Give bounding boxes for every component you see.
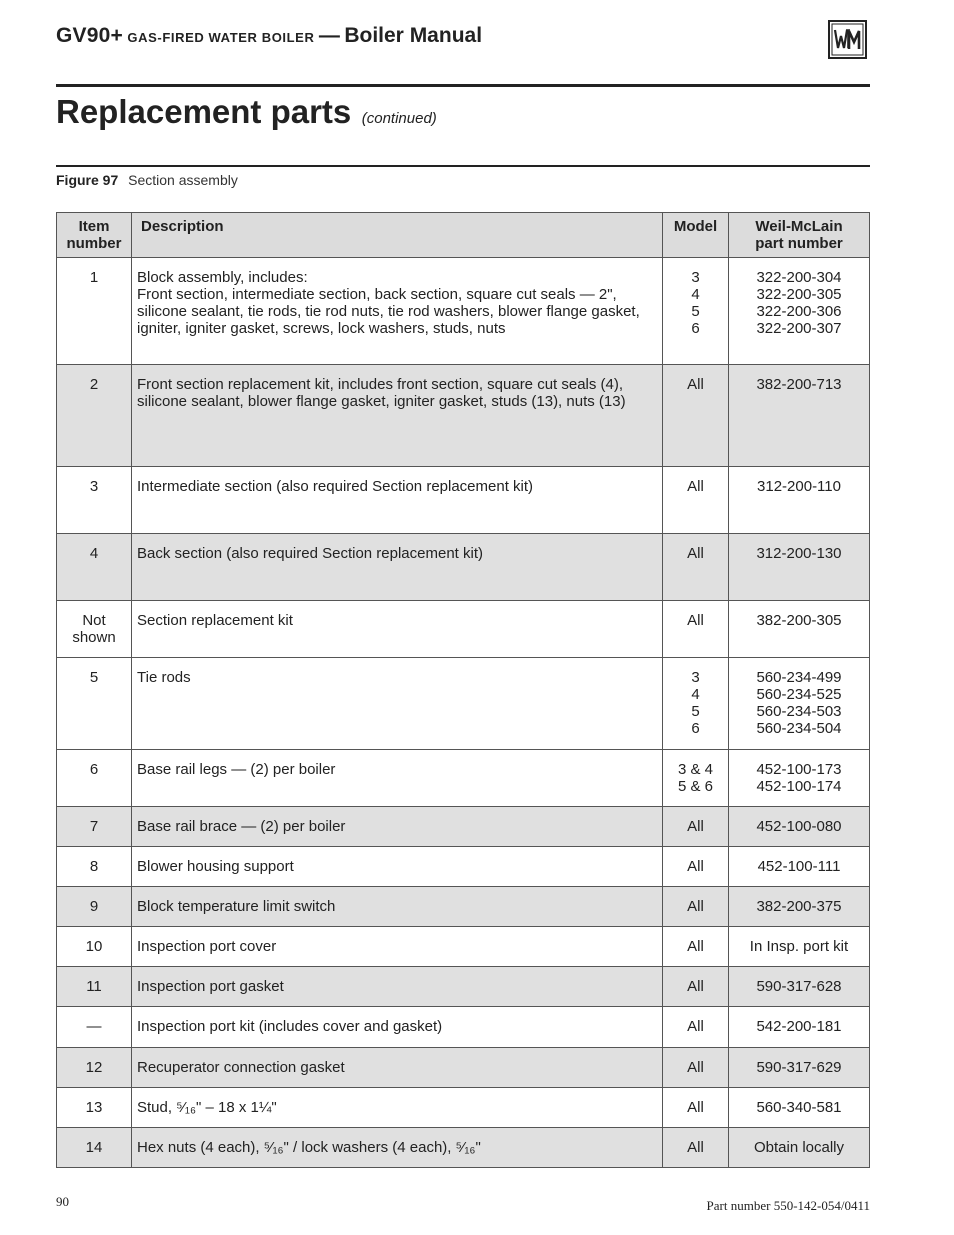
item-number-cell-line: 7 [89, 818, 99, 835]
description-cell [132, 1088, 663, 1128]
model-cell [663, 601, 729, 658]
part-number-cell-line: 322-200-305 [756, 286, 842, 303]
part-number-cell-line: 452-100-080 [756, 818, 842, 835]
part-number-cell-line: 312-200-130 [756, 545, 842, 562]
parts-table-body [57, 258, 870, 1168]
item-number-cell [57, 658, 132, 750]
part-number-cell-line: 590-317-629 [756, 1059, 842, 1076]
item-number-cell [57, 601, 132, 658]
description-cell [132, 534, 663, 601]
description-cell [132, 258, 663, 365]
part-number-cell [729, 467, 870, 534]
part-number-cell [729, 967, 870, 1007]
model-cell [663, 658, 729, 750]
table-row [57, 534, 870, 601]
header-model: GV90+ [56, 24, 123, 47]
header-part-number: Weil-McLain part number [729, 213, 870, 258]
title-rule [56, 165, 870, 167]
part-number-cell-line: 382-200-375 [756, 898, 842, 915]
description-cell [132, 927, 663, 967]
item-number-cell [57, 1088, 132, 1128]
model-cell-line: 3 [691, 269, 700, 286]
model-cell-line: 5 [691, 303, 700, 320]
figure-caption [56, 172, 238, 188]
description-cell-line: Intermediate section (also required Section replacement kit) [137, 478, 534, 495]
part-number-cell-line: 452-100-111 [757, 858, 841, 875]
description-cell [132, 887, 663, 927]
model-cell-line: All [687, 1139, 704, 1156]
part-number-cell [729, 1128, 870, 1168]
part-number-cell-line: 560-234-525 [756, 686, 842, 703]
table-row [57, 1048, 870, 1088]
page-title [56, 93, 437, 131]
item-number-cell [57, 467, 132, 534]
part-number-cell [729, 365, 870, 467]
item-number-cell [57, 365, 132, 467]
item-number-cell-line: 4 [89, 545, 99, 562]
part-number-cell-line: 382-200-713 [756, 376, 842, 393]
item-number-cell-line: 5 [89, 669, 99, 686]
part-number-cell [729, 1007, 870, 1048]
description-cell [132, 1007, 663, 1048]
item-number-cell-line: — [86, 1018, 102, 1035]
table-row [57, 750, 870, 807]
table-row [57, 887, 870, 927]
model-cell-line: All [687, 612, 704, 629]
part-number-cell [729, 258, 870, 365]
description-cell [132, 365, 663, 467]
description-cell-line: Block assembly, includes: [137, 269, 308, 286]
description-cell [132, 967, 663, 1007]
item-number-cell-line: shown [72, 629, 116, 646]
part-number-cell-line: 542-200-181 [756, 1018, 842, 1035]
part-number-cell [729, 807, 870, 847]
description-cell-line: Inspection port cover [137, 938, 277, 955]
page-title-main: Replacement parts [56, 93, 352, 130]
item-number-cell [57, 967, 132, 1007]
model-cell-line: 3 & 4 [677, 761, 714, 778]
description-cell-line: Section replacement kit [137, 612, 293, 629]
model-cell [663, 887, 729, 927]
model-cell-line: All [687, 478, 704, 495]
part-number-cell [729, 847, 870, 887]
table-row [57, 847, 870, 887]
table-row [57, 258, 870, 365]
model-cell-line: All [687, 1018, 704, 1035]
item-number-cell [57, 1007, 132, 1048]
description-cell-line: Hex nuts (4 each), ⁵⁄₁₆" / lock washers (4 each), ⁵⁄₁₆" [137, 1139, 481, 1156]
description-cell-line: Recuperator connection gasket [137, 1059, 345, 1076]
description-cell-line: Tie rods [137, 669, 191, 686]
header-subtitle: GAS-FIRED WATER BOILER [127, 30, 315, 45]
description-cell-line: Inspection port gasket [137, 978, 284, 995]
item-number-cell-line: 11 [86, 978, 102, 995]
item-number-cell-line: 10 [85, 938, 103, 955]
page-header [56, 24, 816, 54]
item-number-cell [57, 750, 132, 807]
item-number-cell-line: 1 [89, 269, 99, 286]
item-number-cell [57, 887, 132, 927]
model-cell-line: 6 [691, 720, 700, 737]
part-number-cell [729, 887, 870, 927]
part-number-cell [729, 658, 870, 750]
header-model: Model [663, 213, 729, 258]
table-row [57, 467, 870, 534]
model-cell-line: All [687, 818, 704, 835]
description-cell [132, 658, 663, 750]
part-number-cell-line: Obtain locally [753, 1139, 845, 1156]
part-number-cell-line: 322-200-306 [756, 303, 842, 320]
figure-number: Figure 97 [56, 172, 119, 188]
part-number-cell-line: 322-200-304 [756, 269, 842, 286]
table-row [57, 1007, 870, 1048]
description-cell-line: Front section, intermediate section, back section, square cut seals — 2", silicone sealant, tie rods, tie rod nuts, tie rod washers, blower flange gasket, igniter, igniter gasket, screws, lock washers, studs, nuts [137, 286, 640, 337]
table-row [57, 967, 870, 1007]
description-cell-line: Base rail legs — (2) per boiler [137, 761, 336, 778]
item-number-cell-line: 12 [85, 1059, 103, 1076]
item-number-cell [57, 847, 132, 887]
model-cell-line: All [687, 938, 704, 955]
footer-part-number: Part number 550-142-054/0411 [706, 1198, 870, 1213]
description-cell-line: Inspection port kit (includes cover and gasket) [137, 1018, 443, 1035]
model-cell [663, 1088, 729, 1128]
page-number: 90 [56, 1194, 69, 1209]
header-rule [56, 84, 870, 87]
description-cell-line: Block temperature limit switch [137, 898, 336, 915]
header-dash: — [318, 24, 340, 47]
item-number-cell-line: 6 [89, 761, 99, 778]
item-number-cell-line: 8 [89, 858, 99, 875]
table-row [57, 927, 870, 967]
model-cell [663, 807, 729, 847]
model-cell-line: 4 [691, 286, 700, 303]
table-row [57, 365, 870, 467]
part-number-cell-line: 590-317-628 [756, 978, 842, 995]
model-cell [663, 467, 729, 534]
model-cell-line: 5 [691, 703, 700, 720]
description-cell [132, 1048, 663, 1088]
model-cell [663, 1007, 729, 1048]
model-cell-line: 4 [691, 686, 700, 703]
description-cell [132, 847, 663, 887]
part-number-cell [729, 601, 870, 658]
model-cell-line: All [687, 898, 704, 915]
page-title-continued: (continued) [361, 110, 437, 127]
description-cell-line: Front section replacement kit, includes front section, square cut seals (4), silicone sealant, blower flange gasket, igniter gasket, studs (13), nuts (13) [137, 376, 626, 410]
description-cell-line: Back section (also required Section replacement kit) [137, 545, 483, 562]
model-cell-line: All [687, 978, 704, 995]
item-number-cell-line: 14 [85, 1139, 103, 1156]
model-cell [663, 927, 729, 967]
model-cell [663, 534, 729, 601]
model-cell [663, 365, 729, 467]
part-number-cell-line: 382-200-305 [756, 612, 842, 629]
header-description: Description [132, 213, 663, 258]
part-number-cell-line: 560-234-504 [756, 720, 842, 737]
parts-table [56, 212, 870, 1168]
figure-caption-text: Section assembly [128, 172, 238, 188]
item-number-cell [57, 534, 132, 601]
part-number-cell-line: In Insp. port kit [749, 938, 849, 955]
part-number-cell [729, 750, 870, 807]
item-number-cell [57, 1128, 132, 1168]
part-number-cell [729, 534, 870, 601]
header-item-number: Item number [57, 213, 132, 258]
part-number-cell [729, 1088, 870, 1128]
model-cell-line: 3 [691, 669, 700, 686]
part-number-cell-line: 560-234-503 [756, 703, 842, 720]
part-number-cell-line: 452-100-174 [756, 778, 842, 795]
part-number-cell-line: 452-100-173 [756, 761, 842, 778]
table-row [57, 601, 870, 658]
item-number-cell [57, 258, 132, 365]
model-cell-line: 5 & 6 [677, 778, 714, 795]
item-number-cell [57, 807, 132, 847]
model-cell-line: All [687, 545, 704, 562]
header-manual: Boiler Manual [344, 24, 483, 47]
table-row [57, 1128, 870, 1168]
description-cell-line: Stud, ⁵⁄₁₆" – 18 x 1¼" [137, 1099, 277, 1116]
description-cell [132, 807, 663, 847]
item-number-cell [57, 927, 132, 967]
model-cell-line: All [687, 858, 704, 875]
description-cell-line: Blower housing support [137, 858, 294, 875]
table-row [57, 658, 870, 750]
model-cell-line: All [687, 1099, 704, 1116]
description-cell [132, 750, 663, 807]
table-header-row [57, 213, 870, 258]
part-number-cell [729, 1048, 870, 1088]
model-cell-line: All [687, 376, 704, 393]
model-cell-line: All [687, 1059, 704, 1076]
item-number-cell-line: 9 [89, 898, 99, 915]
weil-mclain-logo-icon [828, 20, 867, 59]
model-cell-line: 6 [691, 320, 700, 337]
description-cell [132, 467, 663, 534]
table-row [57, 1088, 870, 1128]
part-number-cell-line: 560-340-581 [756, 1099, 842, 1116]
model-cell [663, 1128, 729, 1168]
item-number-cell-line: 2 [89, 376, 99, 393]
description-cell [132, 601, 663, 658]
part-number-cell-line: 312-200-110 [757, 478, 841, 495]
item-number-cell-line: Not [82, 612, 106, 629]
table-row [57, 807, 870, 847]
part-number-cell-line: 560-234-499 [756, 669, 842, 686]
description-cell-line: Base rail brace — (2) per boiler [137, 818, 346, 835]
model-cell [663, 750, 729, 807]
part-number-cell [729, 927, 870, 967]
description-cell [132, 1128, 663, 1168]
item-number-cell-line: 13 [85, 1099, 103, 1116]
model-cell [663, 258, 729, 365]
item-number-cell-line: 3 [89, 478, 99, 495]
model-cell [663, 967, 729, 1007]
model-cell [663, 847, 729, 887]
part-number-cell-line: 322-200-307 [756, 320, 842, 337]
model-cell [663, 1048, 729, 1088]
item-number-cell [57, 1048, 132, 1088]
